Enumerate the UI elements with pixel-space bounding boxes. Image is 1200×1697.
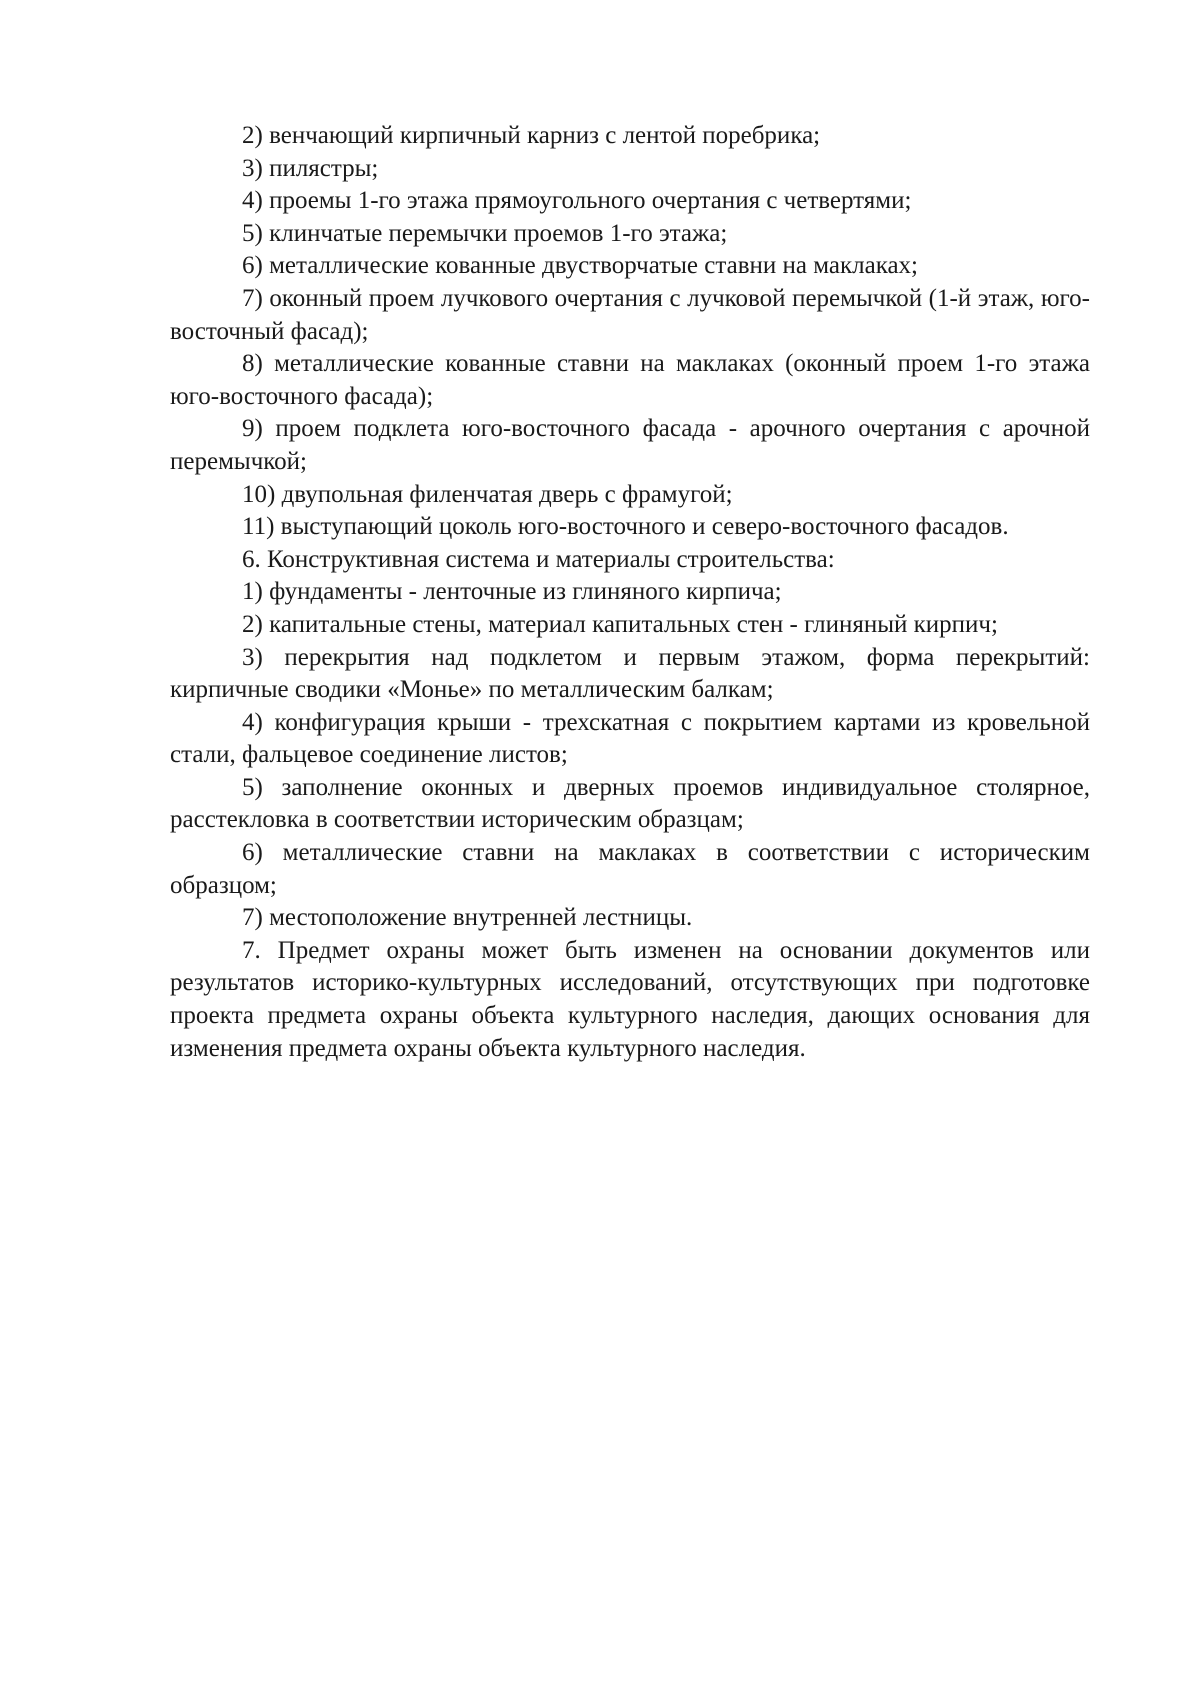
paragraph-item-4-openings: 4) проемы 1-го этажа прямоугольного очертания с четвертями; [242,187,912,215]
paragraph-item-7-window: 7) оконный проем лучкового очертания с лучковой перемычкой (1-й этаж, юго-восточный фасад); [170,284,1090,345]
document-page [170,120,1090,1065]
paragraph-item-6-shutters: 6) металлические кованные двустворчатые ставни на маклаках; [242,252,919,280]
paragraph-item-5-lintels: 5) клинчатые перемычки проемов 1-го этажа; [242,219,728,247]
paragraph-item-6-shutters: 6) металлические ставни на маклаках в соответствии с историческим образцом; [170,839,1090,899]
paragraph-item-11-plinth: 11) выступающий цоколь юго-восточного и северо-восточного фасадов. [242,513,1009,541]
paragraph-item-2-walls: 2) капитальные стены, материал капитальных стен - глиняный кирпич; [242,610,998,638]
paragraph-item-7-staircase: 7) местоположение внутренней лестницы. [242,904,693,932]
paragraph-item-3-floors: 3) перекрытия над подклетом и первым этажом, форма перекрытий: кирпичные сводики «Монье» по металлическим балкам; [170,643,1090,704]
paragraph-item-5-joinery: 5) заполнение оконных и дверных проемов индивидуальное столярное, расстекловка в соответствии историческим образцам; [170,773,1090,834]
section-heading-6: 6. Конструктивная система и материалы строительства: [242,545,835,573]
section-paragraph-7: 7. Предмет охраны может быть изменен на основании документов или результатов историко-культурных исследований, отсутствующих при подготовке проекта предмета охраны объекта культурного наследия, дающих основания для изменения предмета охраны объекта культурного наследия. [170,936,1090,1062]
paragraph-item-9-basement-opening: 9) проем подклета юго-восточного фасада - арочного очертания с арочной перемычкой; [170,415,1090,475]
paragraph-item-8-shutters: 8) металлические кованные ставни на маклаках (оконный проем 1-го этажа юго-восточного фасада); [170,350,1090,410]
paragraph-item-10-door: 10) двупольная филенчатая дверь с фрамугой; [242,480,733,508]
paragraph-item-4-roof: 4) конфигурация крыши - трехскатная с покрытием картами из кровельной стали, фальцевое соединение листов; [170,708,1090,769]
paragraph-item-3-pilasters: 3) пилястры; [242,154,379,182]
paragraph-item-2-cornice: 2) венчающий кирпичный карниз с лентой поребрика; [242,122,821,149]
paragraph-item-1-foundations: 1) фундаменты - ленточные из глиняного кирпича; [242,578,782,606]
